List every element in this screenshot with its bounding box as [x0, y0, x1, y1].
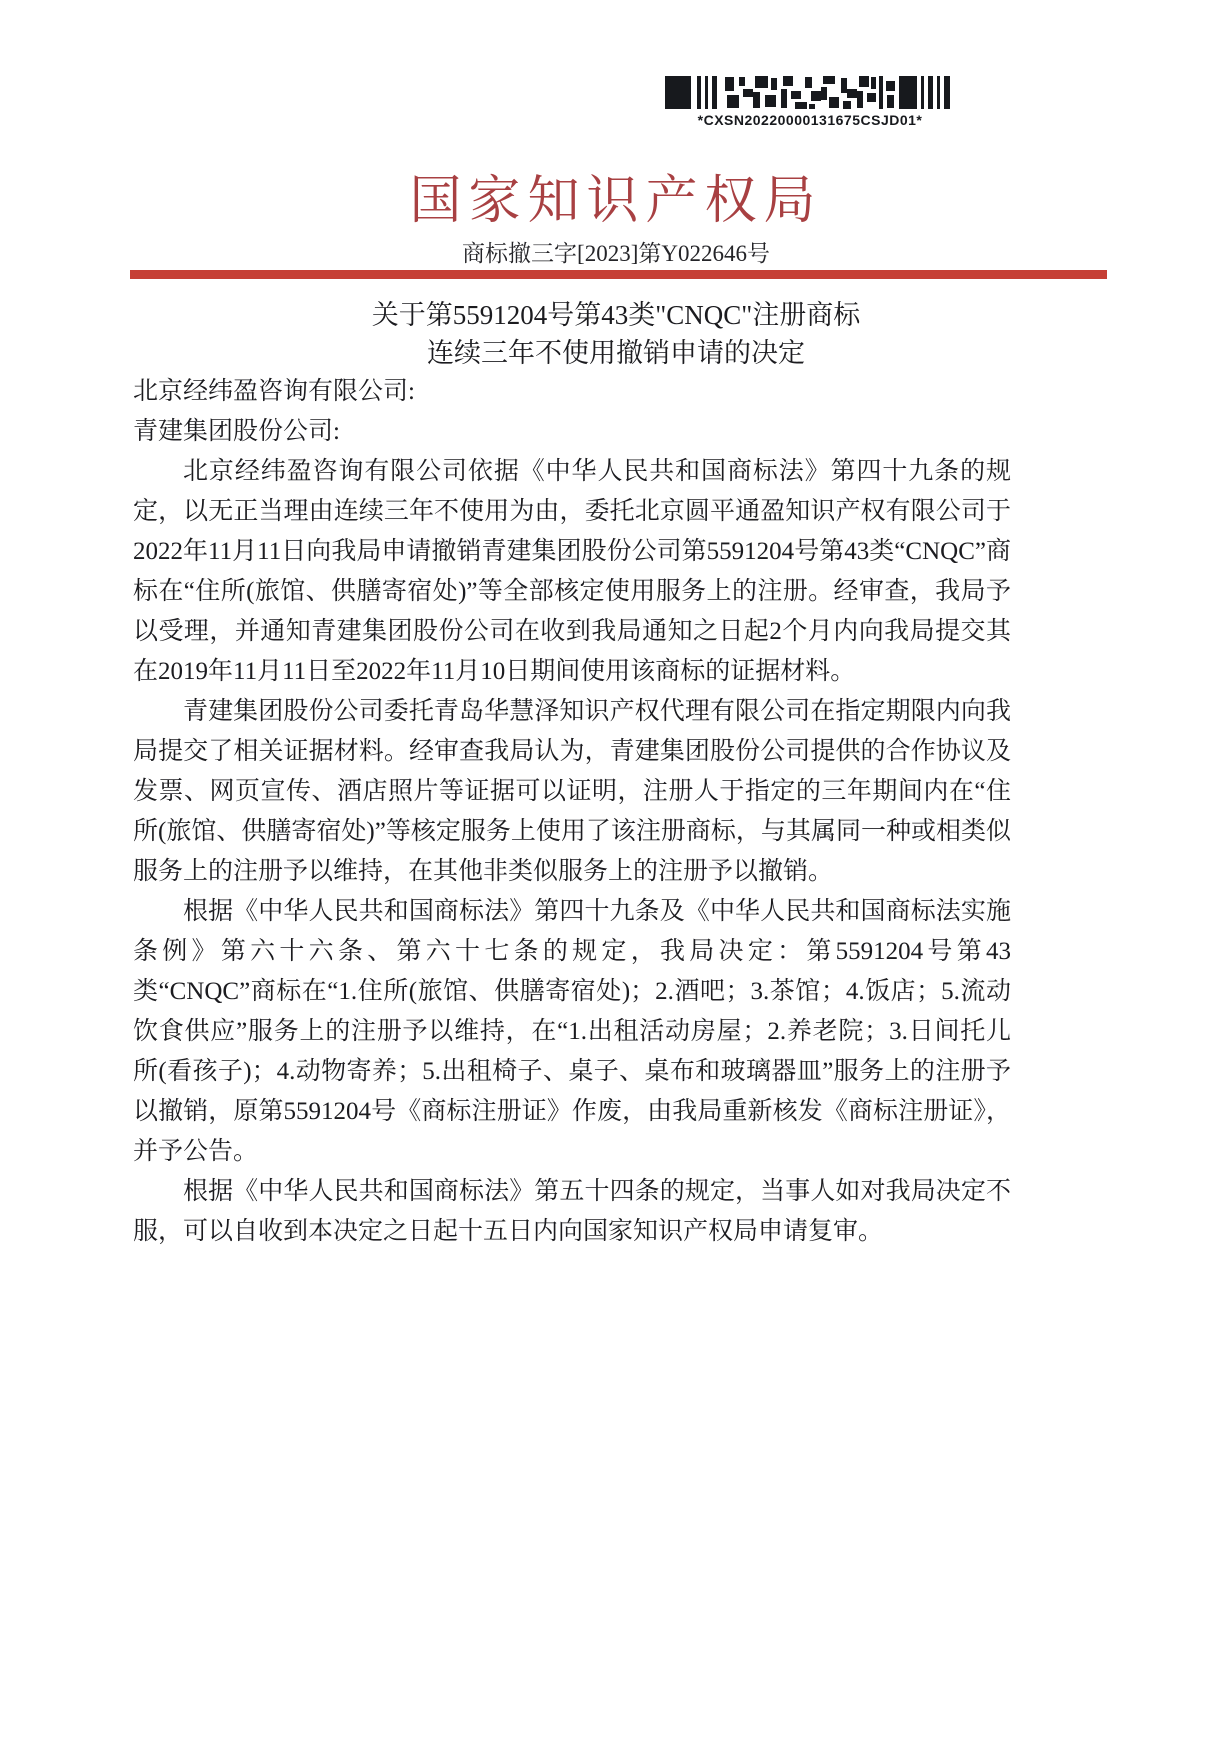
document-body	[133, 372, 1011, 1252]
decision-title-line1: 关于第5591204号第43类"CNQC"注册商标	[371, 300, 861, 330]
addressee-applicant: 北京经纬盈咨询有限公司:	[133, 378, 415, 405]
red-divider	[130, 270, 1107, 279]
barcode-image	[665, 75, 955, 111]
barcode-block	[655, 75, 965, 128]
agency-title: 国家知识产权局	[409, 173, 823, 230]
decision-title-line2: 连续三年不使用撤销申请的决定	[427, 338, 805, 368]
paragraph-decision: 根据《中华人民共和国商标法》第四十九条及《中华人民共和国商标法实施条例》第六十六条、第六十七条的规定，我局决定：第5591204号第43类“CNQC”商标在“1.住所(旅馆、供膳寄宿处)；2.酒吧；3.茶馆；4.饭店；5.流动饮食供应”服务上的注册予以维持，在“1.出租活动房屋；2.养老院；3.日间托儿所(看孩子)；4.动物寄养；5.出租椅子、桌子、桌布和玻璃器皿”服务上的注册予以撤销，原第5591204号《商标注册证》作废，由我局重新核发《商标注册证》，并予公告。	[133, 898, 1011, 1165]
paragraph-evidence: 青建集团股份公司委托青岛华慧泽知识产权代理有限公司在指定期限内向我局提交了相关证据材料。经审查我局认为，青建集团股份公司提供的合作协议及发票、网页宣传、酒店照片等证据可以证明，注册人于指定的三年期间内在“住所(旅馆、供膳寄宿处)”等核定服务上使用了该注册商标，与其属同一种或相类似服务上的注册予以维持，在其他非类似服务上的注册予以撤销。	[133, 698, 1011, 885]
doc-number: 商标撤三字[2023]第Y022646号	[462, 241, 770, 266]
decision-title	[0, 296, 1232, 372]
barcode-text: *CXSN20220000131675CSJD01*	[697, 112, 923, 128]
paragraph-application: 北京经纬盈咨询有限公司依据《中华人民共和国商标法》第四十九条的规定，以无正当理由连续三年不使用为由，委托北京圆平通盈知识产权有限公司于2022年11月11日向我局申请撤销青建集团股份公司第5591204号第43类“CNQC”商标在“住所(旅馆、供膳寄宿处)”等全部核定使用服务上的注册。经审查，我局予以受理，并通知青建集团股份公司在收到我局通知之日起2个月内向我局提交其在2019年11月11日至2022年11月10日期间使用该商标的证据材料。	[133, 458, 1011, 685]
addressee-registrant: 青建集团股份公司:	[133, 418, 340, 445]
paragraph-review-rights: 根据《中华人民共和国商标法》第五十四条的规定，当事人如对我局决定不服，可以自收到本决定之日起十五日内向国家知识产权局申请复审。	[133, 1178, 1011, 1245]
